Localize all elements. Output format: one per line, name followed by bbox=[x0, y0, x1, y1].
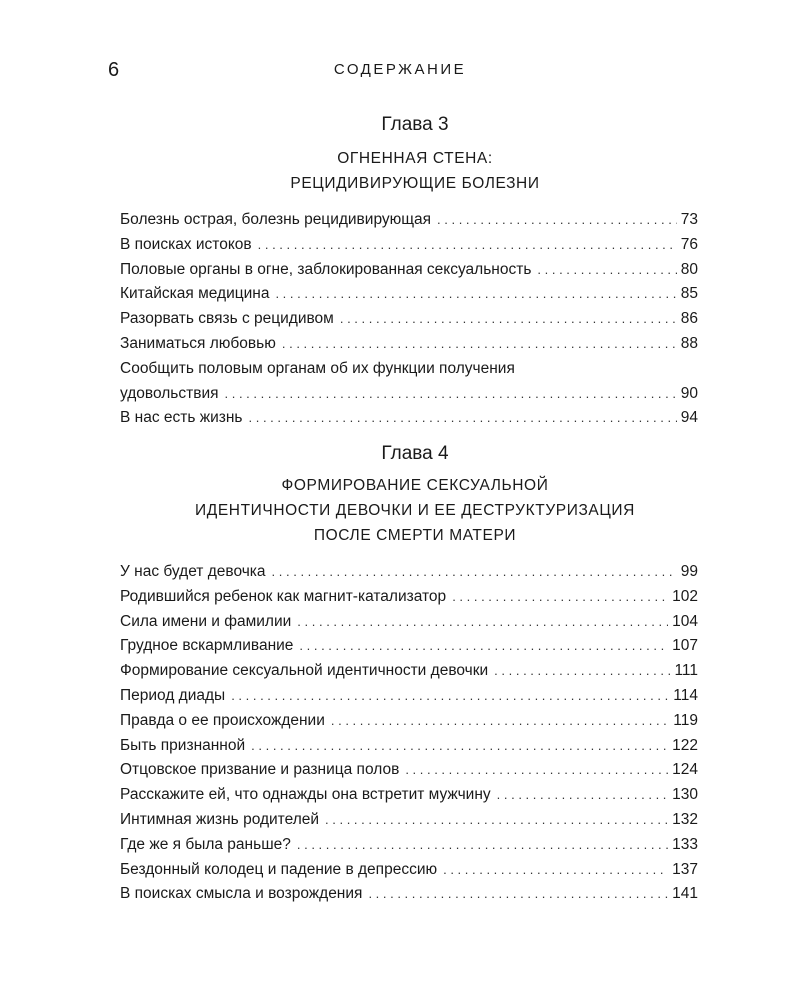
toc-entry-title-line2: удовольствия bbox=[120, 384, 219, 402]
toc-entry-list bbox=[120, 208, 698, 431]
toc-entry-title: Быть признанной bbox=[120, 736, 246, 754]
chapter-3-section bbox=[120, 112, 698, 431]
dot-leader bbox=[494, 659, 670, 684]
dot-leader bbox=[272, 560, 677, 585]
toc-entry-page: 73 bbox=[680, 211, 698, 228]
toc-entry-title: В поисках истоков bbox=[120, 235, 252, 253]
toc-entry[interactable] bbox=[120, 332, 698, 357]
toc-entry[interactable] bbox=[120, 282, 698, 307]
toc-entry-page: 94 bbox=[680, 409, 698, 427]
dot-leader bbox=[405, 758, 668, 783]
toc-entry[interactable] bbox=[120, 758, 698, 783]
dot-leader bbox=[443, 858, 668, 883]
toc-entry[interactable] bbox=[120, 406, 698, 431]
toc-entry-title: Правда о ее происхождении bbox=[120, 711, 325, 729]
dot-leader bbox=[368, 882, 668, 907]
chapter-title-line: ИДЕНТИЧНОСТИ ДЕВОЧКИ И ЕЕ ДЕСТРУКТУРИЗАЦИЯ bbox=[195, 502, 635, 519]
toc-entry[interactable] bbox=[120, 560, 698, 585]
dot-leader bbox=[299, 634, 668, 659]
toc-entry[interactable] bbox=[120, 684, 698, 709]
toc-entry-page: 114 bbox=[673, 686, 698, 704]
dot-leader bbox=[231, 684, 669, 709]
dot-leader bbox=[275, 282, 676, 307]
toc-entry-page: 85 bbox=[680, 285, 698, 303]
toc-entry-page: 86 bbox=[680, 310, 698, 328]
dot-leader bbox=[282, 332, 677, 357]
dot-leader bbox=[331, 709, 669, 734]
toc-entry-page: 88 bbox=[680, 334, 698, 352]
toc-entry-title: В поисках смысла и возрождения bbox=[120, 885, 363, 903]
toc-entry[interactable] bbox=[120, 357, 698, 407]
toc-entry-title: У нас будет девочка bbox=[120, 563, 266, 580]
toc-entry-title: Расскажите ей, что однажды она встретит мужчину bbox=[120, 786, 491, 804]
toc-entry[interactable] bbox=[120, 734, 698, 759]
dot-leader bbox=[249, 406, 677, 431]
toc-entry-page: 80 bbox=[680, 260, 698, 278]
chapter-label: Глава 3 bbox=[381, 114, 449, 135]
toc-entry-title: В нас есть жизнь bbox=[120, 409, 243, 427]
toc-entry[interactable] bbox=[120, 610, 698, 635]
dot-leader bbox=[258, 233, 677, 258]
toc-entry[interactable] bbox=[120, 208, 698, 233]
toc-entry[interactable] bbox=[120, 258, 698, 283]
toc-entry[interactable] bbox=[120, 783, 698, 808]
toc-entry-page: 124 bbox=[672, 761, 698, 779]
page-number: 6 bbox=[108, 59, 120, 81]
toc-entry-title: Китайская медицина bbox=[120, 285, 270, 303]
dot-leader bbox=[340, 307, 677, 332]
chapter-title-line: ПОСЛЕ СМЕРТИ МАТЕРИ bbox=[313, 527, 517, 544]
running-head: СОДЕРЖАНИЕ bbox=[333, 61, 467, 78]
dot-leader bbox=[251, 734, 668, 759]
toc-entry-title: Отцовское призвание и разница полов bbox=[120, 761, 400, 779]
toc-entry-page: 130 bbox=[672, 786, 698, 804]
toc-entry-title: Заниматься любовью bbox=[120, 334, 276, 352]
toc-entry[interactable] bbox=[120, 659, 698, 684]
chapter-title-line: ФОРМИРОВАНИЕ СЕКСУАЛЬНОЙ bbox=[281, 477, 549, 494]
toc-entry[interactable] bbox=[120, 858, 698, 883]
toc-entry-page: 76 bbox=[680, 235, 698, 253]
toc-entry[interactable] bbox=[120, 307, 698, 332]
toc-entry-page: 122 bbox=[672, 736, 698, 754]
toc-entry-page: 102 bbox=[672, 587, 698, 605]
dot-leader bbox=[437, 208, 677, 233]
chapter-title-line: ОГНЕННАЯ СТЕНА: bbox=[337, 150, 493, 167]
toc-entry-title-line1: Сообщить половым органам об их функции получения bbox=[120, 359, 515, 377]
toc-entry[interactable] bbox=[120, 709, 698, 734]
dot-leader bbox=[297, 833, 668, 858]
toc-entry-title: Разорвать связь с рецидивом bbox=[120, 310, 334, 328]
toc-entry-page: 141 bbox=[672, 885, 698, 903]
toc-entry-title: Грудное вскармливание bbox=[120, 637, 294, 655]
toc-entry-title: Половые органы в огне, заблокированная сексуальность bbox=[120, 260, 532, 278]
toc-entry[interactable] bbox=[120, 585, 698, 610]
chapter-4-section bbox=[120, 441, 698, 907]
chapter-title-line: РЕЦИДИВИРУЮЩИЕ БОЛЕЗНИ bbox=[290, 175, 540, 192]
toc-entry-page: 137 bbox=[672, 860, 698, 878]
toc-entry[interactable] bbox=[120, 233, 698, 258]
toc-entry-title: Период диады bbox=[120, 686, 226, 704]
toc-entry-page: 90 bbox=[680, 384, 698, 402]
toc-entry-title: Бездонный колодец и падение в депрессию bbox=[120, 860, 438, 878]
dot-leader bbox=[325, 808, 668, 833]
toc-entry-title: Болезнь острая, болезнь рецидивирующая bbox=[120, 211, 432, 228]
dot-leader bbox=[537, 258, 676, 283]
toc-entry-page: 104 bbox=[672, 612, 698, 630]
toc-entry[interactable] bbox=[120, 833, 698, 858]
toc-entry-page: 107 bbox=[672, 637, 698, 655]
dot-leader bbox=[297, 610, 668, 635]
dot-leader bbox=[497, 783, 668, 808]
toc-entry-title: Родившийся ребенок как магнит-катализатор bbox=[120, 587, 447, 605]
toc-entry-page: 99 bbox=[680, 563, 698, 580]
toc-entry-title: Интимная жизнь родителей bbox=[120, 810, 320, 828]
toc-entry[interactable] bbox=[120, 634, 698, 659]
toc-entry-list bbox=[120, 560, 698, 907]
toc-entry-page: 132 bbox=[672, 810, 698, 828]
chapter-label: Глава 4 bbox=[381, 443, 449, 464]
toc-entry-title: Где же я была раньше? bbox=[120, 835, 291, 853]
toc-entry[interactable] bbox=[120, 808, 698, 833]
dot-leader bbox=[225, 382, 677, 407]
toc-entry[interactable] bbox=[120, 882, 698, 907]
toc-entry-title: Сила имени и фамилии bbox=[120, 612, 292, 630]
toc-entry-page: 111 bbox=[674, 662, 698, 680]
toc-entry-page: 119 bbox=[673, 711, 698, 729]
dot-leader bbox=[452, 585, 668, 610]
toc-entry-title: Формирование сексуальной идентичности девочки bbox=[120, 662, 489, 680]
toc-entry-page: 133 bbox=[672, 835, 698, 853]
